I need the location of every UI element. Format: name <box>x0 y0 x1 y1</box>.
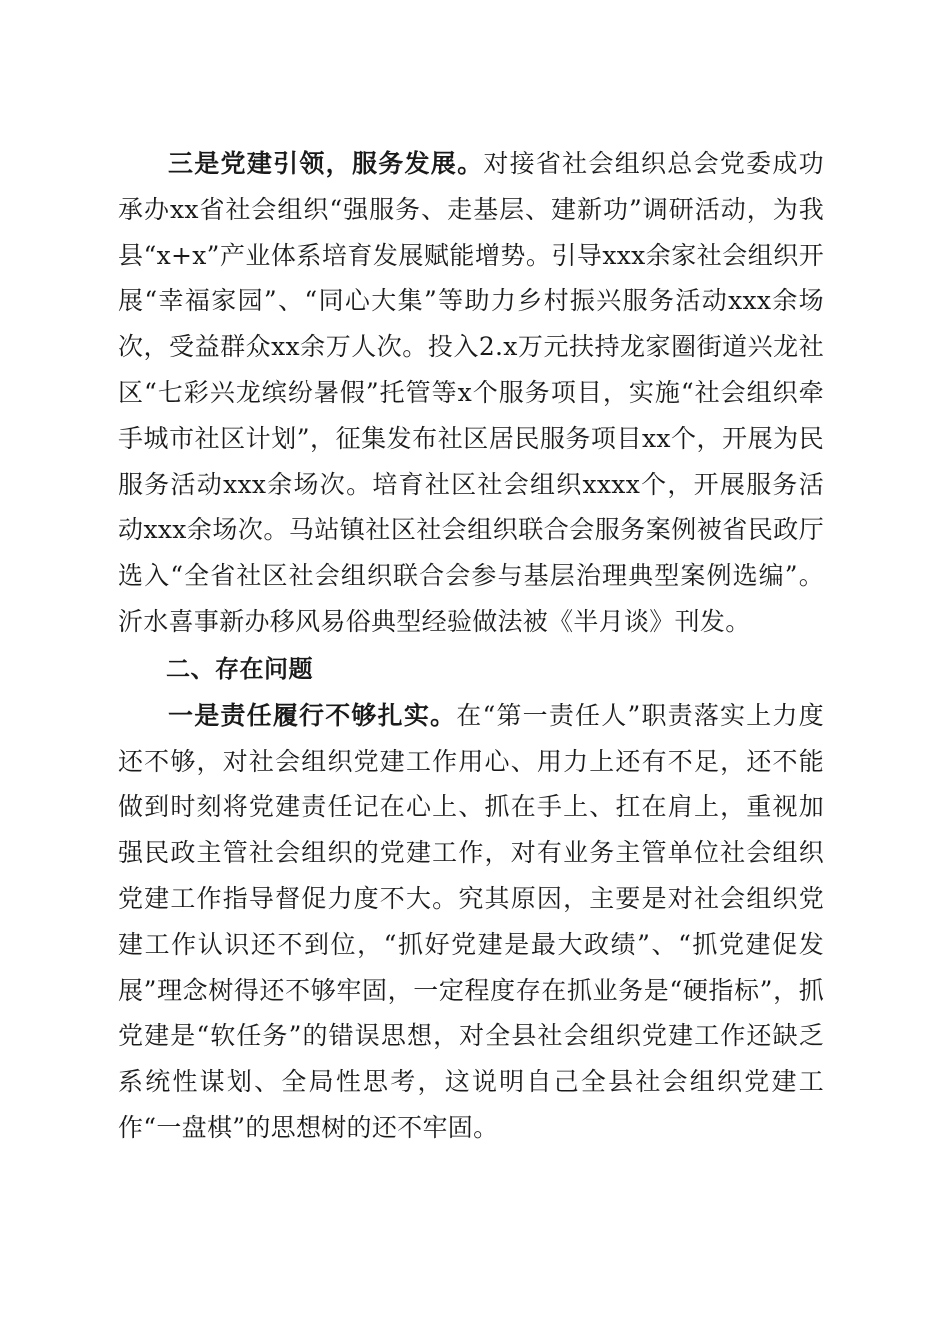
paragraph-text: 对接省社会组织总会党委成功承办xx省社会组织“强服务、走基层、建新功”调研活动，为我县“x+x”产业体系培育发展赋能增势。引导xxx余家社会组织开展“幸福家园”、“同心大集”等助力乡村振兴服务活动xxx余场次，受益群众xx余万人次。投入2.x万元扶持龙家圈街道兴龙社区“七彩兴龙缤纷暑假”托管等x个服务项目，实施“社会组织牵手城市社区计划”，征集发布社区居民服务项目xx个，开展为民服务活动xxx余场次。培育社区社会组织xxxx个，开展服务活动xxx余场次。马站镇社区社会组织联合会服务案例被省民政厅选入“全省社区社会组织联合会参与基层治理典型案例选编”。沂水喜事新办移风易俗典型经验做法被《半月谈》刊发。 <box>118 149 824 636</box>
paragraph-responsibility <box>118 693 824 1151</box>
paragraph-lead: 一是责任履行不够扎实。 <box>168 700 457 730</box>
paragraph-text: 在“第一责任人”职责落实上力度还不够，对社会组织党建工作用心、用力上还有不足，还不能做到时刻将党建责任记在心上、抓在手上、扛在肩上，重视加强民政主管社会组织的党建工作，对有业务主管单位社会组织党建工作指导督促力度不大。究其原因，主要是对社会组织党建工作认识还不到位，“抓好党建是最大政绩”、“抓党建促发展”理念树得还不够牢固，一定程度存在抓业务是“硬指标”，抓党建是“软任务”的错误思想，对全县社会组织党建工作还缺乏系统性谋划、全局性思考，这说明自己全县社会组织党建工作“一盘棋”的思想树的还不牢固。 <box>118 700 824 1142</box>
paragraph-lead: 三是党建引领，服务发展。 <box>168 149 484 178</box>
document-body <box>118 141 824 1151</box>
paragraph-party-building-service <box>118 141 824 645</box>
section-heading: 二、存在问题 <box>166 654 313 683</box>
